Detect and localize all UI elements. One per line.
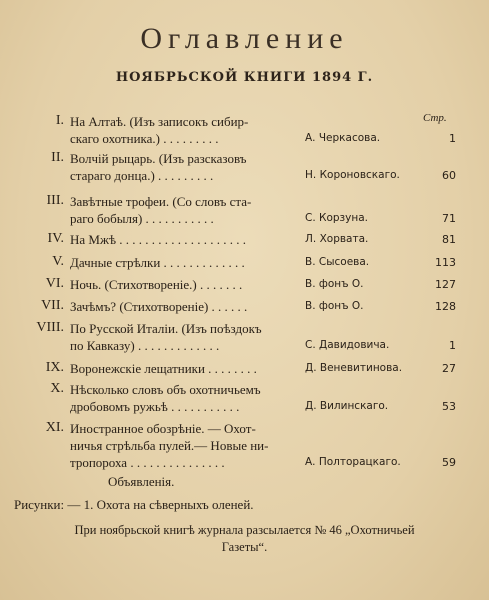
page-column-label: Стр.	[423, 112, 447, 124]
pictures-line: Рисунки: — 1. Охота на сѣверныхъ оленей.	[14, 497, 254, 512]
page-subtitle: НОЯБРЬСКОЙ КНИГИ 1894 Г.	[115, 70, 374, 85]
entry-author: В. фонъ О.	[305, 300, 364, 312]
entry-title-line: ничья стрѣльба пулей.— Новые ни-	[70, 438, 269, 453]
entry-title-line: раго бобыля) . . . . . . . . . . .	[70, 211, 214, 226]
entry-title	[70, 150, 300, 184]
entry-title-line: по Кавказу) . . . . . . . . . . . . .	[70, 338, 220, 353]
entry-author: Л. Хорвата.	[305, 233, 369, 245]
entry-title	[70, 381, 300, 415]
entry-number: V.	[52, 254, 64, 269]
entry-page: 27	[442, 362, 456, 375]
entry-title	[70, 298, 300, 315]
entry-author: Д. Веневитинова.	[305, 362, 403, 374]
entry-number: VII.	[41, 298, 64, 313]
entry-page: 128	[435, 300, 456, 313]
entry-author: В. Сысоева.	[305, 256, 370, 268]
entry-title	[70, 420, 300, 471]
entry-number: VIII.	[36, 320, 64, 335]
entry-title-line: Волчій рыцарь. (Изъ разсказовъ	[70, 151, 247, 166]
entry-title-line: Дачные стрѣлки . . . . . . . . . . . . .	[70, 255, 245, 270]
entry-author: С. Корзуна.	[305, 212, 368, 224]
entry-author: Н. Короновскаго.	[305, 169, 400, 181]
entry-page: 113	[435, 256, 456, 269]
entry-page: 127	[435, 278, 456, 291]
entry-page: 81	[442, 233, 456, 246]
entry-author: С. Давидовича.	[305, 339, 390, 351]
page-title: Оглавление	[140, 22, 349, 55]
entry-title	[70, 360, 300, 377]
entry-title-line: Нѣсколько словъ объ охотничьемъ	[70, 382, 261, 397]
entry-title-line: Зачѣмъ? (Стихотвореніе) . . . . . .	[70, 299, 248, 314]
entry-page: 60	[442, 169, 456, 182]
entry-title-line: Воронежскіе лещатники . . . . . . . .	[70, 361, 257, 376]
entry-number: VI.	[45, 276, 64, 291]
entry-title-line: скаго охотника.) . . . . . . . . .	[70, 131, 219, 146]
entry-title	[70, 193, 300, 227]
entry-title-line: дробовомъ ружьѣ . . . . . . . . . . .	[70, 399, 240, 414]
entry-page: 71	[442, 212, 456, 225]
entry-author: А. Полторацкаго.	[305, 456, 401, 468]
mailing-note-line1: При ноябрьской книгѣ журнала разсылается № 46 „Охотничьей	[74, 523, 415, 537]
entry-number: I.	[55, 113, 64, 128]
entry-page: 53	[442, 400, 456, 413]
entry-number: X.	[50, 381, 64, 396]
announcements-label: Объявленія.	[108, 474, 175, 489]
entry-title-line: Ночь. (Стихотвореніе.) . . . . . . .	[70, 277, 243, 292]
entry-number: III.	[46, 193, 64, 208]
entry-title-line: Иностранное обозрѣніе. — Охот-	[70, 421, 256, 436]
entry-number: II.	[51, 150, 64, 165]
entry-title-line: Завѣтные трофеи. (Со словъ ста-	[70, 194, 252, 209]
entry-author: А. Черкасова.	[305, 132, 381, 144]
entry-author: Д. Вилинскаго.	[305, 400, 389, 412]
entry-title-line: По Русской Италіи. (Изъ поѣздокъ	[70, 321, 262, 336]
entry-page: 1	[449, 339, 456, 352]
entry-number: IX.	[45, 360, 64, 375]
entry-page: 1	[449, 132, 456, 145]
entry-title-line: На Мжѣ . . . . . . . . . . . . . . . . . . . .	[70, 232, 247, 247]
entry-title-line: На Алтаѣ. (Изъ записокъ сибир-	[70, 114, 249, 129]
entry-title-line: стараго донца.) . . . . . . . . .	[70, 168, 214, 183]
entry-author: В. фонъ О.	[305, 278, 364, 290]
entry-title	[70, 320, 300, 354]
entry-title	[70, 231, 300, 248]
entry-title	[70, 113, 300, 147]
mailing-note-line2: Газеты“.	[221, 540, 268, 554]
mailing-note	[0, 522, 489, 556]
entry-number: IV.	[47, 231, 64, 246]
entry-page: 59	[442, 456, 456, 469]
entry-title-line: тропороха . . . . . . . . . . . . . . .	[70, 455, 225, 470]
entry-number: XI.	[45, 420, 64, 435]
entry-title	[70, 276, 300, 293]
entry-title	[70, 254, 300, 271]
